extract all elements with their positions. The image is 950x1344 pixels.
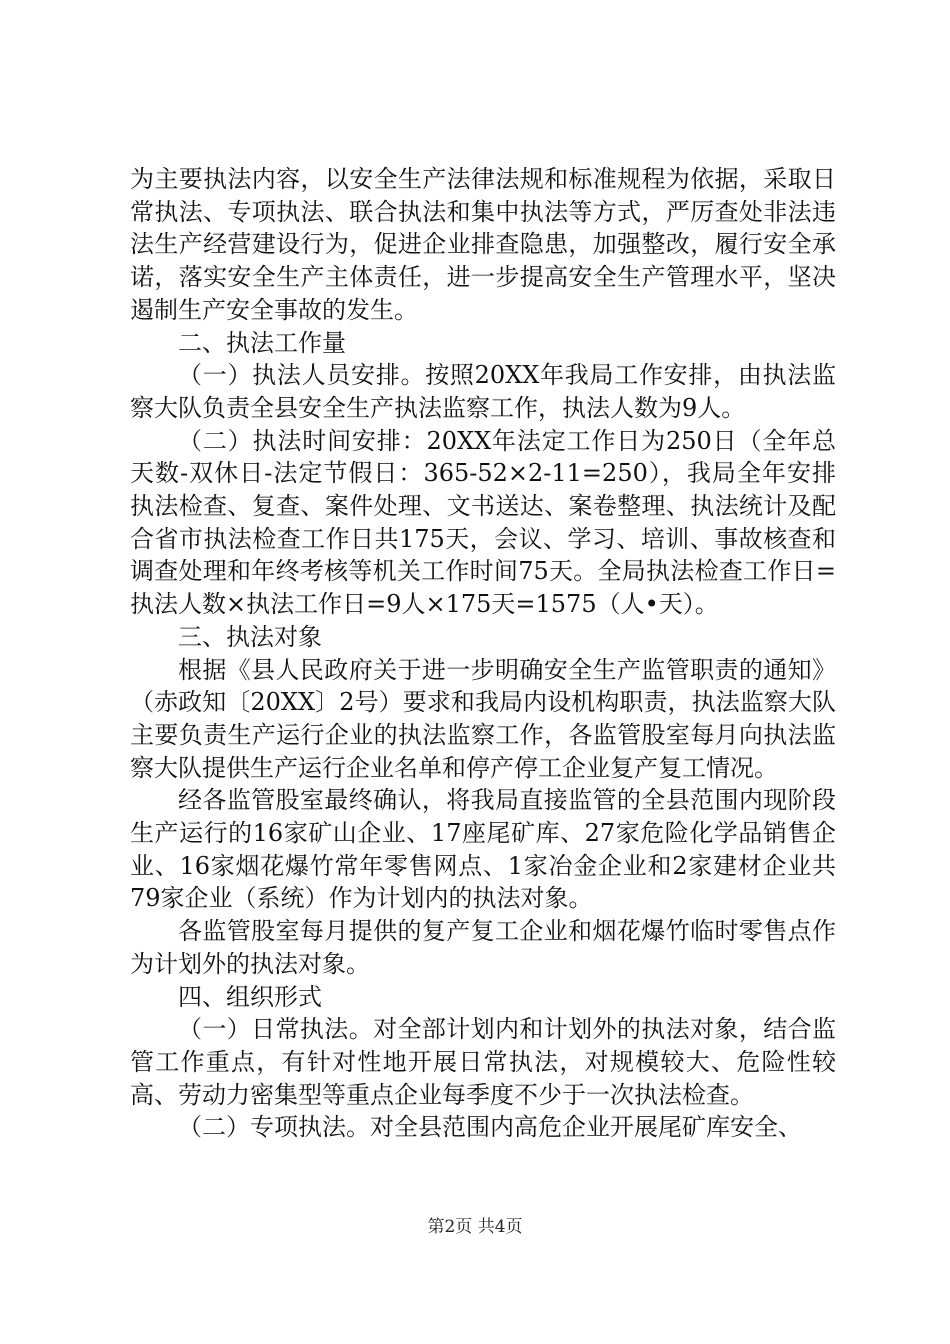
paragraph-routine-enforcement: （一）日常执法。对全部计划内和计划外的执法对象，结合监管工作重点，有针对性地开展日常执法，对规模较大、危险性较高、劳动力密集型等重点企业每季度不少于一次执法检查。 <box>130 1015 836 1109</box>
paragraph-time-arrangement: （二）执法时间安排：20XX年法定工作日为250日（全年总天数-双休日-法定节假日：365-52×2-11=250），我局全年安排执法检查、复查、案件处理、文书送达、案卷整理、执法统计及配合省市执法检查工作日共175天，会议、学习、培训、事故核查和调查处理和年终考核等机关工作时间75天。全局执法检查工作日=执法人数×执法工作日=9人×175天=1575（人•天）。 <box>130 426 836 619</box>
section-heading-targets: 三、执法对象 <box>178 622 322 651</box>
section-heading-workload: 二、执法工作量 <box>178 328 346 357</box>
page-footer: 第2页 共4页 <box>427 1217 523 1237</box>
paragraph-planned-targets: 经各监管股室最终确认，将我局直接监管的全县范围内现阶段生产运行的16家矿山企业、17座尾矿库、27家危险化学品销售企业、16家烟花爆竹常年零售网点、1家冶金企业和2家建材企业共79家企业（系统）作为计划内的执法对象。 <box>130 786 836 913</box>
paragraph-legal-basis: 根据《县人民政府关于进一步明确安全生产监管职责的通知》（赤政知〔20XX〕2号）要求和我局内设机构职责，执法监察大队主要负责生产运行企业的执法监察工作，各监管股室每月向执法监察大队提供生产运行企业名单和停产停工企业复产复工情况。 <box>130 655 836 782</box>
paragraph-intro-continued: 为主要执法内容，以安全生产法律法规和标准规程为依据，采取日常执法、专项执法、联合执法和集中执法等方式，严厉查处非法违法生产经营建设行为，促进企业排查隐患，加强整改，履行安全承诺，落实安全生产主体责任，进一步提高安全生产管理水平，坚决遏制生产安全事故的发生。 <box>130 165 836 324</box>
section-heading-organization: 四、组织形式 <box>178 982 322 1011</box>
paragraph-special-enforcement: （二）专项执法。对全县范围内高危企业开展尾矿库安全、 <box>178 1113 802 1142</box>
paragraph-unplanned-targets: 各监管股室每月提供的复产复工企业和烟花爆竹临时零售点作为计划外的执法对象。 <box>130 917 836 978</box>
paragraph-staffing: （一）执法人员安排。按照20XX年我局工作安排，由执法监察大队负责全县安全生产执法监察工作，执法人数为9人。 <box>130 361 836 422</box>
document-body <box>130 163 836 1144</box>
